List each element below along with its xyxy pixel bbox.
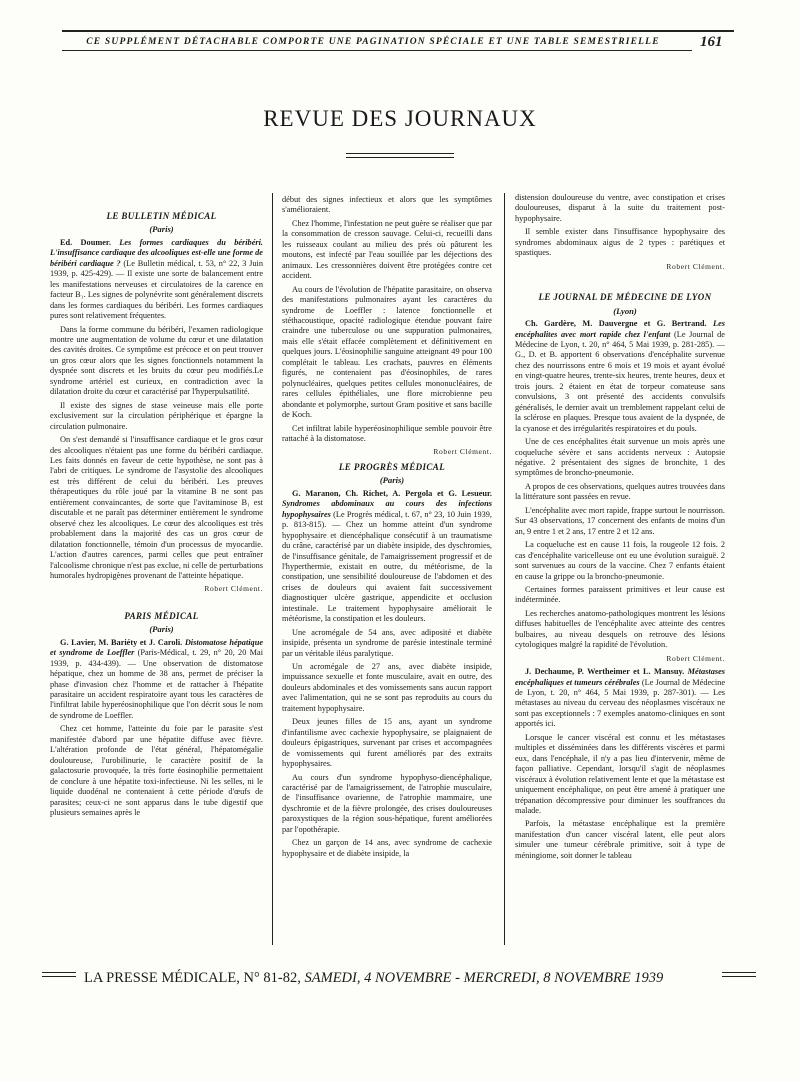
article-paragraph: début des signes infectieux et alors que les symptômes s'amélioraient. [282, 195, 492, 215]
journal-place: (Lyon) [613, 305, 637, 316]
article-paragraph: Un acromégale de 27 ans, avec diabète insipide, impuissance sexuelle et fonte musculaire, avait en outre, des douleurs abdominales et des vomissements sans aucun rapport avec l'alimentation, qui ne se sont pas reproduits au cours du traitement hypophysaire. [282, 662, 492, 713]
column-2 [282, 195, 492, 947]
article-reference: (Le Journal de Médecine de Lyon, t. 20, n° 464, 5 Mai 1939, p. 281-285). — [515, 329, 725, 349]
column-divider-1 [272, 193, 273, 945]
article-reference: (Paris-Médical, t. 29, n° 20, 20 Mai 1939, p. 434-439). — [50, 648, 263, 668]
article-header [50, 638, 263, 722]
article-authors: G. Lavier, M. Bariéty et J. Caroli. [60, 637, 183, 647]
article-paragraph: Les recherches anatomo-pathologiques montrent les lésions diffuses habituelles de l'encéphalite avec atteinte des centres bulbaires, au niveau desquels on retrouve des lésions cytologiques malgré la rapidité de l'évolution. [515, 608, 725, 650]
article-authors: G. Maranon, Ch. Richet, A. Pergola et G. Lesueur. [292, 488, 492, 498]
column-divider-2 [504, 193, 505, 945]
article-paragraph: Parfois, la métastase encéphalique est la première manifestation d'un cancer viscéral latent, elle peut alors simuler une tumeur cérébrale primitive, soit à type de méningiome, soit donner le tableau [515, 819, 725, 860]
article-paragraph: Chez un garçon de 14 ans, avec syndrome de cachexie hypophysaire et de diabète insipide, la [282, 838, 492, 858]
title-rule-2 [346, 157, 454, 158]
footer-rule-left-1 [42, 972, 76, 973]
article-authors: Ed. Doumer. [60, 237, 111, 247]
article-paragraph: A propos de ces observations, quelques autres trouvées dans la littérature sont passées en revue. [515, 481, 725, 502]
article-title: Les encéphalites avec mort rapide chez l'enfant [515, 319, 725, 339]
article-reference: (Le Progrès médical, t. 67, n° 23, 10 Juin 1939, p. 813-815). — [282, 509, 492, 530]
article-paragraph: L'encéphalite avec mort rapide, frappe surtout le nourrisson. Sur 43 observations, 17 concernent des enfants de moins d'un an, 9 entre 1 et 2 ans, 17 entre 2 et 12 ans. [515, 505, 725, 536]
article-title: Distomatose hépatique et syndrome de Loeffler [50, 637, 263, 658]
article-paragraph: Dans la forme commune du béribéri, l'examen radiologique montre une augmentation de volume du cœur et une dilatation des cavités droites. Ce symptôme est précoce et on peut trouver un gros cœur alors que les signes fonctionnels notamment la dyspnée sont discrets et les bruits du cœur peu modifiés.Le syndrome artériel est curieux, en contradiction avec la dilatation droite du cœur et caractérisé par l'hyperpulsatilité. [50, 324, 263, 397]
journal-place: (Paris) [149, 624, 174, 635]
article-header [282, 489, 492, 625]
footer-rule-right-2 [722, 976, 756, 977]
footer-dates: SAMEDI, 4 NOVEMBRE - MERCREDI, 8 NOVEMBRE 1939 [304, 970, 664, 986]
page-title: REVUE DES JOURNAUX [263, 106, 537, 131]
article-header [50, 238, 263, 322]
article-paragraph: Il existe une sorte de balancement entre les manifestations nerveuses et circulatoires de la carence en facteur B₁. Les signes de polynévrite sont généralement discrets dans les formes cardiaques du béribéri. Les formes cardiaques pures sont relativement fréquentes. [50, 269, 263, 321]
article-authors: Ch. Gardère, M. Dauvergne et G. Bertrand. [525, 319, 707, 329]
article-authors: J. Dechaume, P. Wertheimer et L. Mansuy. [525, 667, 685, 677]
article-header [515, 319, 725, 434]
header-rule-bottom [62, 50, 692, 51]
article-paragraph: Les métastases au niveau du cerveau des néoplasmes viscéraux ne sont pas exceptionnels : 7 exemples anatomo-cliniques en sont apportés ici. [515, 688, 725, 729]
column-3 [515, 193, 725, 945]
supplement-notice: CE SUPPLÉMENT DÉTACHABLE COMPORTE UNE PAGINATION SPÉCIALE ET UNE TABLE SEMESTRIELLE [86, 37, 660, 47]
article-paragraph: Lorsque le cancer viscéral est connu et les métastases multiples et disséminées dans les différents viscères et parmi eux, dans l'encéphale, il n'y a pas lieu d'intervenir, même de façon palliative. Cependant, lorsqu'il s'agit de néoplasmes viscéraux à évolution relativement lente et que la métastase est uniquement encéphalique, on peut être amené à pratiquer une trépanation décompressive pour diminuer les souffrances du malade. [515, 732, 725, 816]
footer-line [84, 970, 714, 987]
article-paragraph: Une acromégale de 54 ans, avec adiposité et diabète insipide, présenta un syndrome de parésie intestinale terminé par un véritable iléus paralytique. [282, 627, 492, 658]
article-paragraph: Chez un homme atteint d'un syndrome hypophysaire et diencéphalique consécutif à un traumatisme du crâne, caractérisé par un diabète insipide, des dyschromies, de l'insuffisance génitale, de l'amaigrissement progressif et de l'hyperthermie, existait en outre, du météorisme, de la constipation, une sensibilité douloureuse de l'abdomen et des crises de douleurs qui avaient fait successivement diagnostiquer ulcère gastrique, appendicite et occlusion intestinale. Le traitement hypophysaire améliorait le météorisme, la constipation et les douleurs. [282, 520, 492, 624]
article-paragraph: Au cours de l'évolution de l'hépatite parasitaire, on observa des manifestations pulmonaires ayant les caractères du syndrome de Loeffler : latence fonctionnelle et stéthacoustique, opacité radiologique étendue pouvant faire craindre une tuberculose ou une suppuration pulmonaires, mais elle s'était effacée complètement et définitivement en quelques jours. L'éosinophilie sanguine atteignant 49 pour 100 complétait le tableau. Les crachats, pauvres en éléments figurés, ne contenaient pas d'éosinophiles, de rares polynucléaires, quelques petites cellules mononucléaires, de rares cellules épithéliales, une flore microbienne peu abondante et polymorphe, surtout Gram positive et sans bacille de Koch. [282, 284, 492, 420]
article-paragraph: La coqueluche est en cause 11 fois, la rougeole 12 fois. 2 cas d'encéphalite varicelleuse ont eu une évolution suraiguë. 2 sont survenues au cours de la vaccine. Chez 7 enfants étaient en cause la grippe ou la broncho-pneumonie. [515, 540, 725, 581]
article-paragraph: Deux jeunes filles de 15 ans, ayant un syndrome d'infantilisme avec cachexie hypophysaire, se plaignaient de douleurs épigastriques, survenant par crises et accompagnées de vomissements qui furent améliorés par des extraits hypophysaires. [282, 717, 492, 769]
article-paragraph: On s'est demandé si l'insuffisance cardiaque et le gros cœur des alcooliques n'étaient pas une forme du béribéri cardiaque. Les faits donnés en faveur de cette hypothèse, ne sont pas à l'abri de critiques. Le syndrome de l'asystolie des alcooliques est très différent de celui du béribéri. Les preuves thérapeutiques du rôle joué par la vitamine B ne sont pas entièrement convaincantes, de sorte que l'avitaminose B₁ est discutable et ne paraît pas déterminer entièrement le syndrome observé chez les alcooliques. Le cœur des alcooliques est très probablement dans la majorité des cas un gros cœur de dilatation fonctionnelle, témoin d'un processus de myocardie. L'action d'autres carences, parmi celles que peut entraîner l'alcoolisme chronique n'est pas exclue, ni celle de perturbations humorales hydropigènes provenant de l'atteinte hépatique. [50, 435, 263, 580]
article-paragraph: Chez l'homme, l'infestation ne peut guère se réaliser que par la consommation de cresson sauvage. Celui-ci, recueilli dans les ruisseaux coulant au milieu des prés où pâturent les moutons, est infecté par l'eau souillée par les déjections des animaux. Les cressonnières doivent être protégées contre cet accident. [282, 218, 492, 281]
page-number: 161 [700, 34, 723, 50]
footer-issue: 81-82, [263, 970, 301, 986]
column-1 [50, 195, 263, 947]
article-title: Métastases encéphaliques et tumeurs cérébrales [515, 667, 725, 687]
article-signature: Robert Clément. [666, 653, 725, 663]
article-title: Les formes cardiaques du béribéri. L'insuffisance cardiaque des alcooliques est-elle une forme de béribéri cardiaque ? [50, 237, 263, 268]
article-signature: Robert Clément. [666, 261, 725, 271]
footer-rule-right-1 [722, 972, 756, 973]
journal-heading: LE PROGRÈS MÉDICAL [338, 461, 446, 472]
title-rule-1 [346, 153, 454, 154]
article-paragraph: Chez cet homme, l'atteinte du foie par le parasite s'est manifestée d'abord par une hépatite diffuse avec fièvre. L'altération profonde de l'état général, l'hépatomégalie douloureuse, l'urobilinurie, le caractère positif de la galactosurie provoquée, la très forte éosinophilie permettaient de conclure à une hépatite toxi-infectieuse. Ni les selles, ni le liquide duodénal ne contenaient à cette période d'œufs de parasites; ceux-ci ne sont apparus dans le tube digestif que plusieurs semaines après le [50, 724, 263, 818]
article-paragraph: G., D. et B. apportent 6 observations d'encéphalite survenue chez des nourrissons entre 6 mois et 19 mois et ayant évolué en vingt-quatre heures, trente-six heures, trente heures, deux et trois jours. 2 étaient en état de torpeur comateuse sans convulsions, 3 ont présenté des accidents convulsifs généralisés, le dernier avait un tremblement rappelant celui de la sclérose en plaques. Presque tous avaient de la dyspnée, de la cyanose et des irrégularités respiratoires et du pouls. [515, 350, 725, 433]
journal-heading: LE JOURNAL DE MÉDECINE DE LYON [538, 292, 712, 303]
article-paragraph: Certaines formes paraissent primitives et leur cause est indéterminée. [515, 584, 725, 605]
journal-heading: LE BULLETIN MÉDICAL [106, 211, 217, 221]
article-signature: Robert Clément. [433, 447, 492, 457]
article-header [515, 667, 725, 730]
journal-place: (Paris) [379, 475, 405, 486]
journal-heading: PARIS MÉDICAL [124, 610, 199, 621]
article-title: Syndromes abdominaux au cours des infections hypophysaires [282, 499, 492, 519]
article-paragraph: Il semble exister dans l'insuffisance hypophysaire des syndromes abdominaux aigus de 2 types : parétiques et spastiques. [515, 227, 725, 258]
article-paragraph: Cet infiltrat labile hyperéosinophilique semble pouvoir être rattaché à la distomatose. [282, 423, 492, 443]
article-paragraph: distension douloureuse du ventre, avec constipation et crises douloureuses, disparut à la suite du traitement post-hypophysaire. [515, 193, 725, 223]
article-signature: Robert Clément. [204, 584, 263, 594]
footer-rule-left-2 [42, 976, 76, 977]
article-paragraph: Une observation de distomatose hépatique, chez un homme de 38 ans, permet de préciser la phase d'invasion chez l'homme et de rattacher à l'hépatite parasitaire un accident respiratoire ayant tous les caractères de l'infiltrat labile hyperéosinophilique que l'on décrit sous le nom de syndrome de Loeffler. [50, 658, 263, 720]
article-reference: (Le Journal de Médecine de Lyon, t. 20, n° 464, 5 Mai 1939, p. 287-301). — [515, 677, 725, 698]
header-rule-top [62, 30, 734, 32]
article-paragraph: Il existe des signes de stase veineuse mais elle porte exclusivement sur la circulation périphérique et épargne la circulation pulmonaire. [50, 400, 263, 431]
footer-publication: LA PRESSE MÉDICALE, N° [84, 970, 260, 986]
article-paragraph: Au cours d'un syndrome hypophyso-diencéphalique, caractérisé par de l'amaigrissement, de l'atrophie musculaire, de l'insuffisance ovarienne, de l'atrophie mammaire, une dyschromie et de la fièvre prolongée, des crises douloureuses paroxystiques de la région sous-hépatique, furent améliorées par l'opothérapie. [282, 772, 492, 834]
article-paragraph: Une de ces encéphalites était survenue un mois après une coqueluche sévère et sans accidents nerveux : Autopsie négative. 2 présentaient des signes de bronchite, 1 des symptômes de broncho-pneumonie. [515, 437, 725, 478]
article-reference: (Le Bulletin médical, t. 53, n° 22, 3 Juin 1939, p. 425-429). — [50, 258, 263, 279]
journal-place: (Paris) [149, 224, 174, 235]
